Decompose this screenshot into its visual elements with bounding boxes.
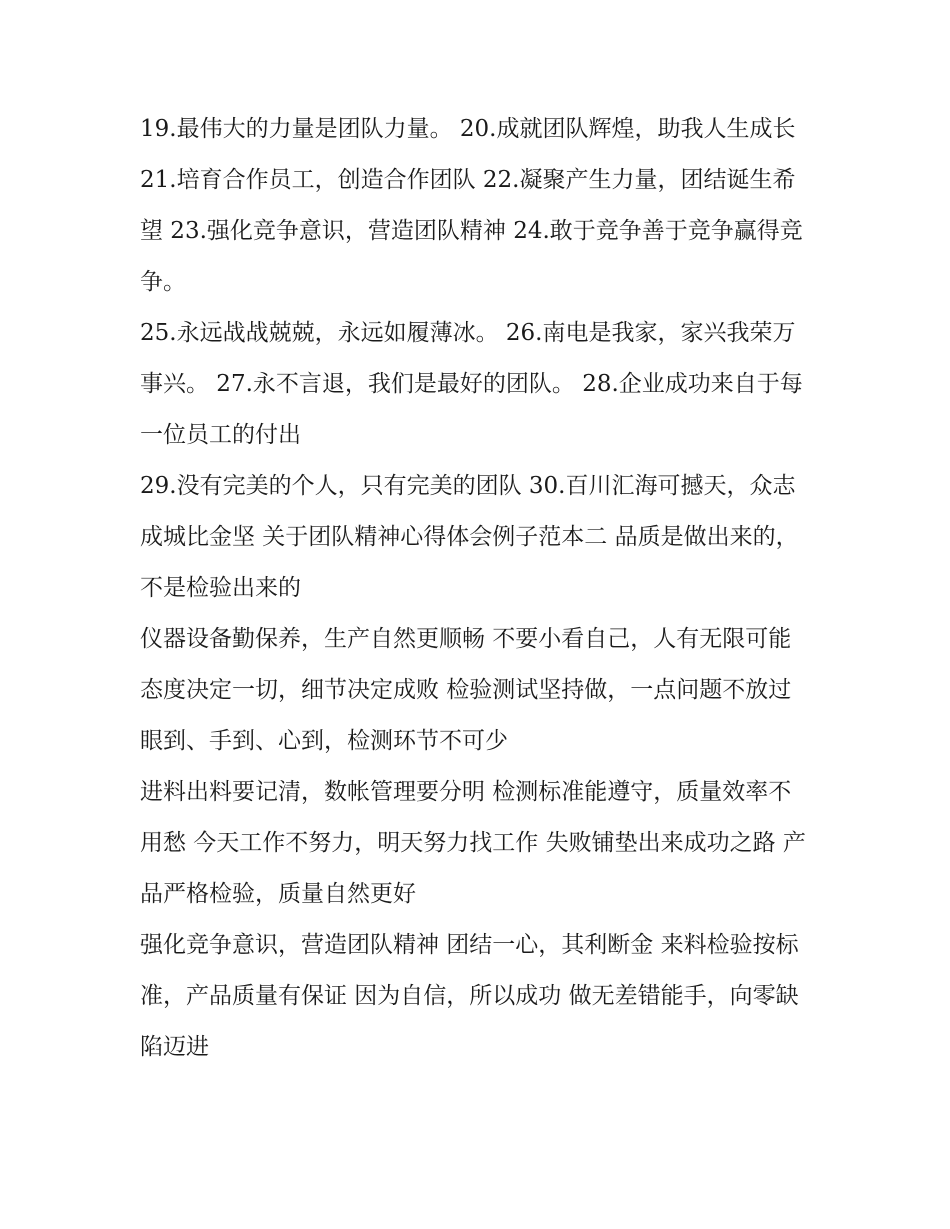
paragraph-quality-slogans-3: 强化竞争意识，营造团队精神 团结一心，其利断金 来料检验按标准，产品质量有保证 因为自信，所以成功 做无差错能手，向零缺陷迈进 xyxy=(140,932,799,1060)
paragraph-slogans-19-20: 19.最伟大的力量是团队力量。 20.成就团队辉煌，助我人生成长 xyxy=(140,116,796,142)
paragraph-quality-slogans-1: 仪器设备勤保养，生产自然更顺畅 不要小看自己，人有无限可能 态度决定一切，细节决定成败 检验测试坚持做，一点问题不放过 眼到、手到、心到，检测环节不可少 xyxy=(140,626,792,754)
paragraph-quality-slogans-2: 进料出料要记清，数帐管理要分明 检测标准能遵守，质量效率不用愁 今天工作不努力，明天努力找工作 失败铺垫出来成功之路 产品严格检验，质量自然更好 xyxy=(140,779,806,907)
paragraph-slogans-29-30: 29.没有完美的个人，只有完美的团队 30.百川汇海可撼天，众志成城比金坚 关于团队精神心得体会例子范本二 品质是做出来的，不是检验出来的 xyxy=(140,473,799,601)
paragraph-slogans-21-24: 21.培育合作员工，创造合作团队 22.凝聚产生力量，团结诞生希望 23.强化竞争意识，营造团队精神 24.敢于竞争善于竞争赢得竞争。 xyxy=(140,167,803,295)
document-body xyxy=(140,104,812,1073)
paragraph-slogans-25-28: 25.永远战战兢兢，永远如履薄冰。 26.南电是我家，家兴我荣万事兴。 27.永不言退，我们是最好的团队。 28.企业成功来自于每一位员工的付出 xyxy=(140,320,803,448)
